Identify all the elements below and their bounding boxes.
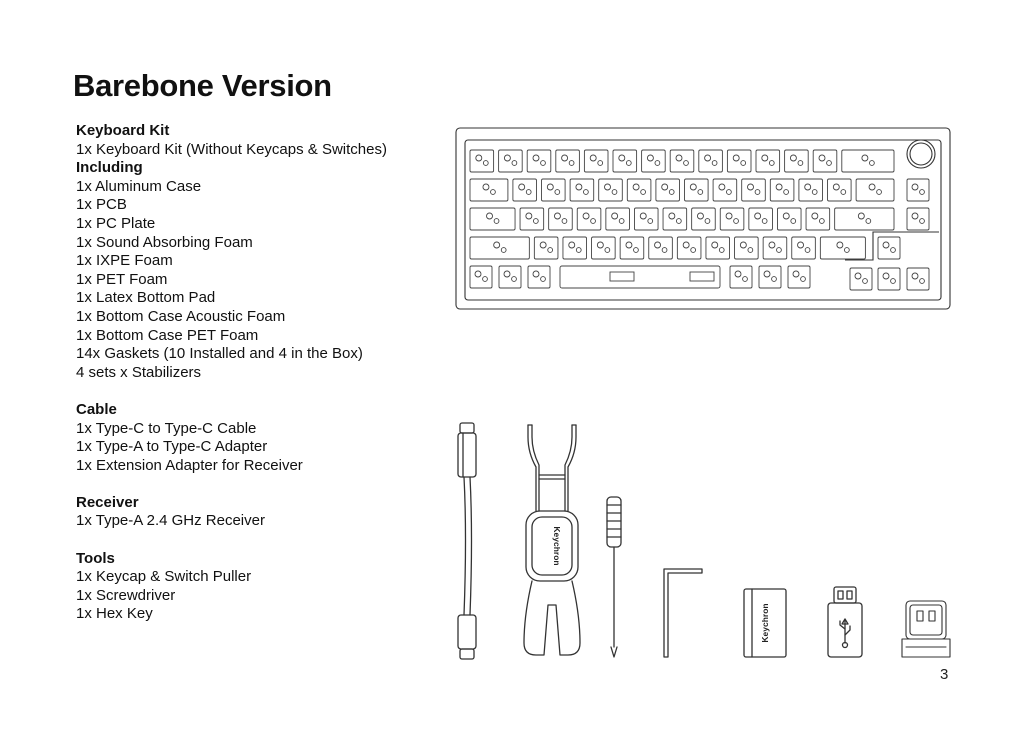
keycap-socket	[713, 179, 737, 201]
list-item: 1x PCB	[76, 196, 127, 214]
list-item: 1x Screwdriver	[76, 586, 176, 604]
list-item: 14x Gaskets (10 Installed and 4 in the Box)	[76, 345, 363, 363]
spacebar	[560, 266, 720, 288]
keycap-socket	[542, 179, 566, 201]
keycap-socket	[878, 268, 900, 290]
keycap-socket	[592, 237, 616, 259]
list-item: 1x PET Foam	[76, 270, 168, 288]
section-keyboard-kit	[76, 122, 436, 382]
usb-extension-adapter-icon	[828, 587, 862, 657]
keycap-socket	[599, 179, 623, 201]
keycap-socket	[649, 237, 673, 259]
keycap-socket	[856, 179, 894, 201]
keycap-socket	[549, 208, 573, 230]
section-receiver	[76, 494, 436, 531]
list-item: 1x Aluminum Case	[76, 177, 202, 195]
keycap-socket	[627, 179, 651, 201]
keycap-socket	[663, 208, 687, 230]
keycap-socket	[788, 266, 810, 288]
keycap-socket	[820, 237, 865, 259]
keycap-socket	[527, 150, 551, 172]
type-c-cable-icon	[458, 423, 476, 659]
section-cable	[76, 401, 436, 475]
keycap-socket	[613, 150, 637, 172]
keycap-socket	[835, 208, 894, 230]
list-item: 1x IXPE Foam	[76, 252, 173, 270]
list-item: 1x Keycap & Switch Puller	[76, 568, 252, 586]
page-title: Barebone Version	[73, 68, 332, 103]
keycap-socket	[749, 208, 773, 230]
list-item: 1x Bottom Case PET Foam	[76, 326, 259, 344]
keycap-socket	[470, 266, 492, 288]
keycap-socket	[759, 266, 781, 288]
list-item: 1x Type-A 2.4 GHz Receiver	[76, 512, 265, 530]
section-heading: Keyboard Kit	[76, 122, 170, 139]
keycap-socket	[756, 150, 780, 172]
page-number: 3	[940, 666, 949, 683]
keycap-socket	[692, 208, 716, 230]
keyboard-illustration	[455, 120, 952, 312]
keycap-socket	[907, 268, 929, 290]
keycap-socket	[907, 179, 929, 201]
keycap-socket	[785, 150, 809, 172]
keycap-socket	[606, 208, 630, 230]
keycap-switch-puller-icon	[524, 425, 580, 655]
list-item: 1x Keyboard Kit (Without Keycaps & Switches)	[76, 140, 387, 158]
package-contents-list	[76, 122, 436, 643]
keycap-socket	[470, 179, 508, 201]
keycap-socket	[584, 150, 608, 172]
screwdriver-icon	[607, 497, 621, 657]
keycap-socket	[777, 208, 801, 230]
keycap-socket	[828, 179, 852, 201]
adapter-brand-label: Keychron	[760, 603, 770, 643]
keycap-socket	[670, 150, 694, 172]
keycap-socket	[570, 179, 594, 201]
usb-receiver-icon	[902, 601, 950, 657]
keycap-socket	[577, 208, 601, 230]
keycap-socket	[620, 237, 644, 259]
keycap-socket	[520, 208, 544, 230]
list-item: 4 sets x Stabilizers	[76, 363, 202, 381]
keycap-socket	[499, 266, 521, 288]
section-heading: Including	[76, 159, 143, 177]
keycap-socket	[850, 268, 872, 290]
accessories-illustration	[440, 415, 960, 665]
keycap-socket	[534, 237, 558, 259]
list-item: 1x Bottom Case Acoustic Foam	[76, 307, 286, 325]
hex-key-icon	[664, 569, 702, 657]
keycap-socket	[792, 237, 816, 259]
keycap-socket	[556, 150, 580, 172]
keycap-socket	[528, 266, 550, 288]
keycap-socket	[730, 266, 752, 288]
keycap-socket	[813, 150, 837, 172]
keycap-socket	[563, 237, 587, 259]
keycap-socket	[878, 237, 900, 259]
keycap-socket	[799, 179, 823, 201]
keycap-socket	[735, 237, 759, 259]
keycap-socket	[699, 150, 723, 172]
keycap-socket	[634, 208, 658, 230]
keycap-socket	[642, 150, 666, 172]
keycap-socket	[677, 237, 701, 259]
keycap-socket	[706, 237, 730, 259]
keycap-socket	[470, 150, 494, 172]
keycap-socket	[470, 237, 529, 259]
puller-brand-label: Keychron	[552, 526, 562, 566]
list-item: 1x PC Plate	[76, 214, 156, 232]
list-item: 1x Type-C to Type-C Cable	[76, 419, 257, 437]
keycap-socket	[720, 208, 744, 230]
keycap-socket	[806, 208, 830, 230]
keycap-socket	[742, 179, 766, 201]
keycap-socket	[499, 150, 523, 172]
list-item: 1x Hex Key	[76, 605, 153, 623]
keycap-socket	[513, 179, 537, 201]
keycap-socket	[656, 179, 680, 201]
list-item: 1x Sound Absorbing Foam	[76, 233, 253, 251]
section-heading: Tools	[76, 549, 115, 567]
keycap-socket	[842, 150, 894, 172]
list-item: 1x Type-A to Type-C Adapter	[76, 438, 268, 456]
list-item: 1x Extension Adapter for Receiver	[76, 456, 303, 474]
keycap-socket	[770, 179, 794, 201]
section-heading: Receiver	[76, 493, 139, 511]
keycap-socket	[470, 208, 515, 230]
section-heading: Cable	[76, 400, 117, 418]
keycap-socket	[685, 179, 709, 201]
keycap-socket	[907, 208, 929, 230]
knob	[907, 140, 935, 168]
list-item: 1x Latex Bottom Pad	[76, 289, 216, 307]
section-tools	[76, 550, 436, 624]
keycap-socket	[727, 150, 751, 172]
keycap-socket	[763, 237, 787, 259]
